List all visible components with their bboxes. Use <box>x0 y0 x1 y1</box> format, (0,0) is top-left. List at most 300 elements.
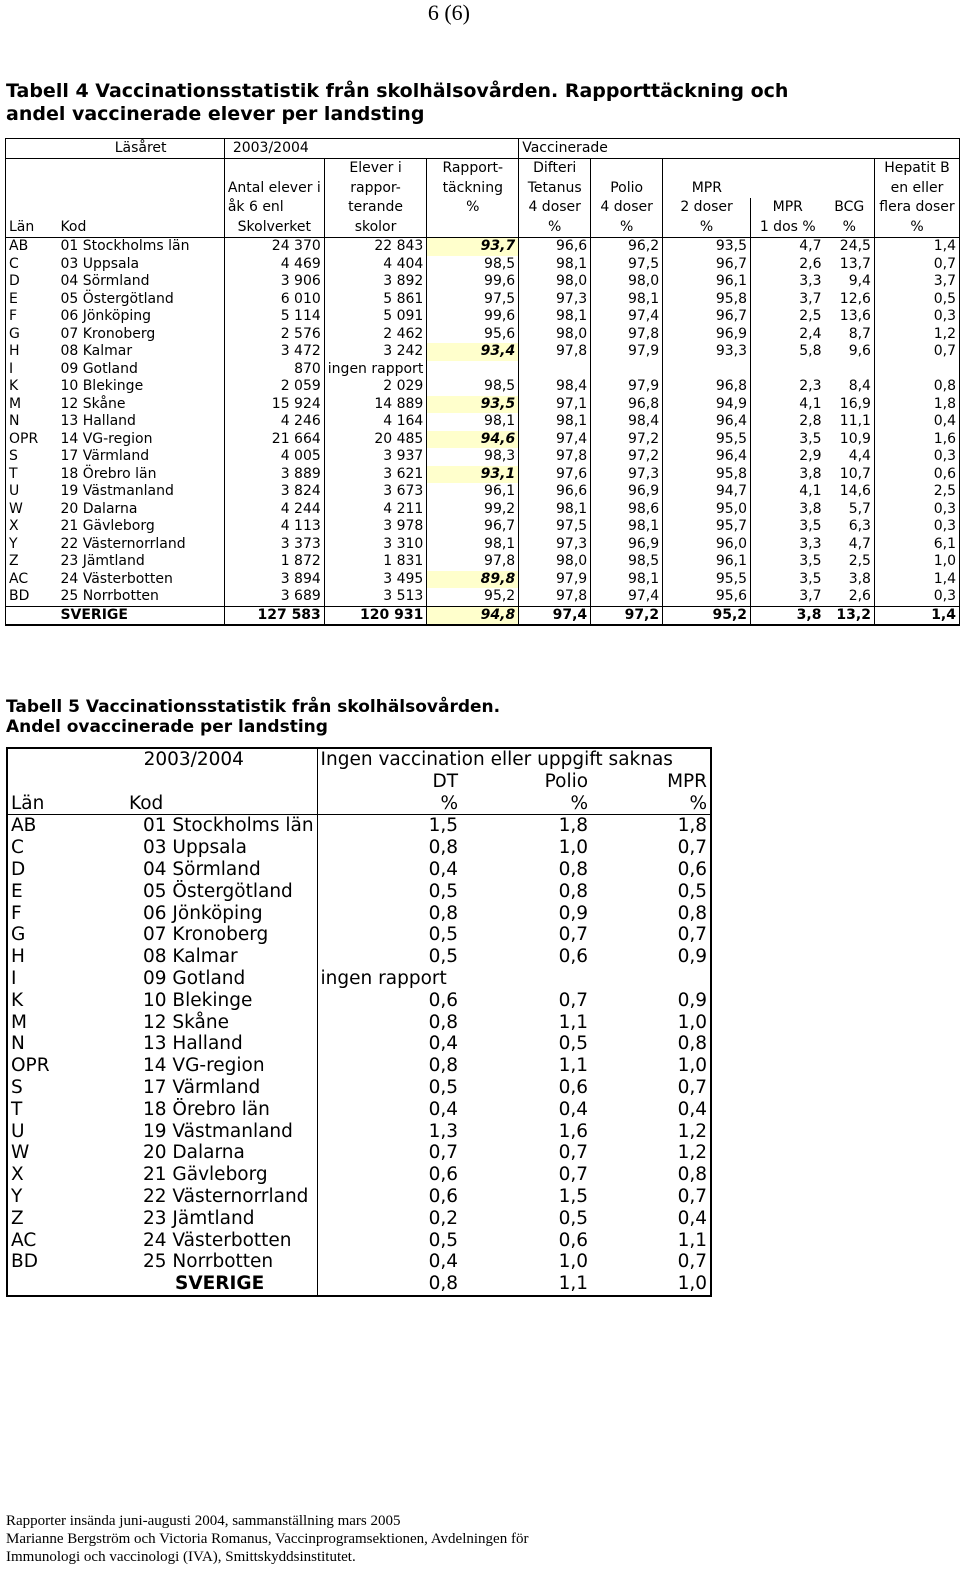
bcg-cell: 16,9 <box>839 395 871 412</box>
rapport-cell: 98,1 <box>427 413 519 431</box>
lan-cell: Y <box>6 536 58 554</box>
bcg-cell: 11,1 <box>839 413 871 429</box>
hep-cell: 1,8 <box>874 396 959 414</box>
lan-cell: D <box>6 273 58 291</box>
elever-cell: 2 029 <box>324 378 427 396</box>
kod-cell: 01 Stockholms län <box>71 815 317 837</box>
polio-cell: 97,2 <box>591 448 663 466</box>
mpr2-cell: 96,0 <box>663 536 751 554</box>
table5-header-row-1 <box>7 748 711 771</box>
table5-row <box>7 815 711 837</box>
mpr1-cell: 2,6 <box>751 256 825 274</box>
lan-cell: W <box>6 501 58 519</box>
hep-cell: 1,2 <box>874 326 959 344</box>
mpr-cell: 1,2 <box>591 1121 711 1143</box>
antal-cell: 3 889 <box>224 466 324 484</box>
polio-cell: 96,9 <box>591 483 663 501</box>
table4-row <box>6 308 960 326</box>
hep-cell: 0,3 <box>874 501 959 519</box>
antal-cell: 5 114 <box>224 308 324 326</box>
dt-cell: 98,1 <box>519 308 591 326</box>
dt-cell: 0,5 <box>428 1076 459 1098</box>
kod-cell: 12 Skåne <box>60 395 126 412</box>
polio-cell: 0,4 <box>558 1098 589 1120</box>
polio-cell: 0,5 <box>558 1033 589 1055</box>
bcg-cell: 10,9 <box>839 430 871 447</box>
kod-cell: 20 Dalarna <box>60 500 138 517</box>
kod-cell: 05 Östergötland <box>60 290 174 307</box>
polio-cell: 0,8 <box>558 880 589 902</box>
table4-row <box>6 326 960 344</box>
elever-cell: 20 485 <box>324 431 427 449</box>
polio-cell: 97,8 <box>591 326 663 344</box>
bcg-cell: 9,6 <box>848 343 871 359</box>
bcg-cell: 5,7 <box>848 500 871 517</box>
lan-cell: AB <box>7 815 71 837</box>
hep-cell: 1,4 <box>874 571 959 589</box>
table4-total-row: SVERIGE 127 583 120 931 94,8 97,4 97,2 95,2 3,8 13,2 1,4 <box>6 606 960 625</box>
table4-row <box>6 396 960 414</box>
lan-cell: T <box>7 1099 71 1121</box>
table4-row <box>6 361 960 379</box>
mpr1-cell: 3,7 <box>751 291 825 309</box>
rapport-cell: 95,6 <box>427 326 519 344</box>
dt-cell: 97,1 <box>519 396 591 414</box>
lan-cell: U <box>7 1121 71 1143</box>
elever-cell: ingen rapport <box>324 361 427 379</box>
bcg-cell: 14,6 <box>839 483 871 499</box>
mpr1-cell: 3,5 <box>751 518 825 536</box>
rapport-cell: 96,7 <box>427 518 519 536</box>
mpr2-cell: 95,7 <box>663 518 751 536</box>
lan-cell: X <box>7 1164 71 1186</box>
kod-cell: 13 Halland <box>71 1033 317 1055</box>
table5-group-label: Ingen vaccination eller uppgift saknas <box>317 748 711 771</box>
table4-header-row-4: Län Kod Skolverket skolor % % % 1 dos % % % <box>6 218 960 238</box>
table4-row <box>6 256 960 274</box>
mpr-cell: 0,8 <box>591 1164 711 1186</box>
dt-cell: 0,4 <box>428 1251 459 1273</box>
mpr2-cell: 95,5 <box>663 571 751 589</box>
kod-cell: 13 Halland <box>60 413 136 429</box>
antal-cell: 15 924 <box>224 396 324 414</box>
lan-cell: Y <box>7 1186 71 1208</box>
table5-row <box>7 903 711 925</box>
hep-cell: 3,7 <box>874 273 959 291</box>
bcg-cell: 6,3 <box>848 518 871 534</box>
kod-cell: 19 Västmanland <box>71 1121 317 1143</box>
kod-cell: 08 Kalmar <box>71 946 317 968</box>
polio-cell: 0,7 <box>558 924 589 946</box>
bcg-cell: 12,6 <box>839 290 871 307</box>
rapport-cell: 93,5 <box>427 396 519 414</box>
lan-cell: BD <box>7 1251 71 1273</box>
table4-header-row-3: åk 6 enl terande % 4 doser 4 doser 2 doser MPR BCG flera doser <box>6 198 960 218</box>
table4-row <box>6 273 960 291</box>
table4-title <box>6 80 826 126</box>
kod-cell: 25 Norrbotten <box>71 1251 317 1273</box>
elever-cell: 4 404 <box>324 256 427 274</box>
antal-cell: 6 010 <box>224 291 324 309</box>
mpr-cell: 0,7 <box>591 837 711 859</box>
lan-cell: T <box>6 466 58 484</box>
polio-cell: 1,0 <box>558 1251 589 1273</box>
lan-cell: OPR <box>7 1055 71 1077</box>
mpr1-cell: 2,5 <box>751 308 825 326</box>
table5-title <box>6 698 826 737</box>
lan-cell: M <box>6 396 58 414</box>
kod-cell: 20 Dalarna <box>71 1142 317 1164</box>
polio-cell: 96,9 <box>591 536 663 554</box>
mpr2-cell: 96,1 <box>663 273 751 291</box>
polio-cell: 0,9 <box>558 902 589 924</box>
lan-cell: E <box>6 291 58 309</box>
antal-cell: 3 689 <box>224 588 324 606</box>
rapport-cell: 97,8 <box>427 553 519 571</box>
dt-cell: 98,4 <box>519 378 591 396</box>
kod-cell: 10 Blekinge <box>60 378 144 394</box>
lan-cell: AC <box>6 571 58 589</box>
year-label: Läsåret <box>57 139 224 159</box>
table4-row <box>6 448 960 466</box>
lan-cell: H <box>7 946 71 968</box>
dt-cell: 98,1 <box>519 501 591 519</box>
hep-cell: 0,3 <box>874 308 959 326</box>
dt-cell: 1,5 <box>428 815 459 837</box>
polio-cell: 97,5 <box>591 256 663 274</box>
rapport-cell: 93,4 <box>427 343 519 361</box>
antal-cell: 21 664 <box>224 431 324 449</box>
dt-cell: 1,3 <box>428 1120 459 1142</box>
mpr2-cell <box>663 361 751 379</box>
mpr1-cell: 2,4 <box>751 326 825 344</box>
bcg-cell: 24,5 <box>839 238 871 254</box>
mpr1-cell: 2,3 <box>751 378 825 396</box>
mpr1-cell: 4,7 <box>751 238 825 256</box>
rapport-cell: 98,1 <box>427 536 519 554</box>
polio-cell: 97,4 <box>591 588 663 606</box>
table5-row <box>7 1121 711 1143</box>
table4-row <box>6 483 960 501</box>
mpr2-cell: 93,5 <box>663 238 751 256</box>
mpr-cell: 0,7 <box>591 1077 711 1099</box>
dt-cell: 0,2 <box>428 1207 459 1229</box>
hep-cell: 0,4 <box>874 413 959 431</box>
mpr2-cell: 96,4 <box>663 413 751 431</box>
antal-cell: 3 894 <box>224 571 324 589</box>
hep-cell: 0,6 <box>874 466 959 484</box>
lan-cell: I <box>7 968 71 990</box>
kod-cell: 24 Västerbotten <box>60 570 173 587</box>
mpr1-cell: 3,5 <box>751 571 825 589</box>
hep-cell: 1,0 <box>874 553 959 571</box>
bcg-cell <box>824 361 874 379</box>
mpr-cell: 0,5 <box>591 881 711 903</box>
footer <box>6 1512 906 1566</box>
polio-cell <box>591 361 663 379</box>
mpr2-cell: 95,8 <box>663 291 751 309</box>
rapport-cell <box>427 361 519 379</box>
table4-row <box>6 343 960 361</box>
lan-cell: W <box>7 1142 71 1164</box>
table4-row <box>6 431 960 449</box>
hep-cell: 0,7 <box>874 343 959 361</box>
mpr-cell: 1,0 <box>591 1055 711 1077</box>
table4-title-line2: andel vaccinerade elever per landsting <box>6 103 425 125</box>
table5-header-row-3: Län Kod % % % <box>7 793 711 815</box>
polio-cell: 1,6 <box>558 1120 589 1142</box>
mpr2-cell: 95,6 <box>663 588 751 606</box>
table4-row <box>6 291 960 309</box>
table4-header-row-2: Antal elever i rappor- täckning Tetanus Polio MPR en eller <box>6 179 960 199</box>
mpr-cell: 0,9 <box>591 946 711 968</box>
table4-row <box>6 413 960 431</box>
mpr1-cell: 3,5 <box>751 431 825 449</box>
dt-cell: 0,7 <box>428 1142 459 1164</box>
rapport-cell: 98,5 <box>427 378 519 396</box>
table4-row <box>6 466 960 484</box>
table4-row <box>6 238 960 256</box>
mpr1-cell: 3,3 <box>751 536 825 554</box>
bcg-cell: 13,6 <box>839 308 871 324</box>
elever-cell: 4 211 <box>324 501 427 519</box>
antal-cell: 4 005 <box>224 448 324 466</box>
lan-cell: Z <box>6 553 58 571</box>
elever-cell: 22 843 <box>324 238 427 256</box>
elever-cell: 5 091 <box>324 308 427 326</box>
dt-cell <box>519 361 591 379</box>
polio-cell: 98,1 <box>591 291 663 309</box>
lan-cell: S <box>7 1077 71 1099</box>
polio-cell: 1,8 <box>558 815 589 837</box>
elever-cell: 3 513 <box>324 588 427 606</box>
vaccinerade-label: Vaccinerade <box>519 139 960 159</box>
kod-cell: 04 Sörmland <box>60 273 150 289</box>
dt-cell: 0,4 <box>428 858 459 880</box>
rapport-cell: 98,5 <box>427 256 519 274</box>
kod-cell: 01 Stockholms län <box>60 238 190 254</box>
mpr2-cell: 95,8 <box>663 466 751 484</box>
lan-cell: M <box>7 1012 71 1034</box>
table5-row <box>7 1208 711 1230</box>
kod-cell: 17 Värmland <box>71 1077 317 1099</box>
rapport-cell: 89,8 <box>427 571 519 589</box>
kod-cell: 23 Jämtland <box>60 553 145 569</box>
mpr-cell: 1,1 <box>591 1230 711 1252</box>
hep-cell: 0,7 <box>874 256 959 274</box>
rapport-cell: 95,2 <box>427 588 519 606</box>
mpr-cell: 0,6 <box>591 859 711 881</box>
polio-cell: 0,6 <box>558 1229 589 1251</box>
table5-row <box>7 946 711 968</box>
dt-cell: 98,0 <box>519 553 591 571</box>
mpr2-cell: 96,7 <box>663 256 751 274</box>
polio-cell: 0,7 <box>558 1164 589 1186</box>
mpr-cell: 1,2 <box>591 1142 711 1164</box>
polio-cell: 0,6 <box>558 1076 589 1098</box>
mpr1-cell: 2,8 <box>751 413 825 431</box>
dt-cell: 97,9 <box>519 571 591 589</box>
mpr-cell: 0,9 <box>591 990 711 1012</box>
mpr1-cell: 5,8 <box>751 343 825 361</box>
page-number: 6 (6) <box>427 0 470 25</box>
lan-cell: AB <box>6 238 58 256</box>
mpr2-cell: 95,5 <box>663 431 751 449</box>
table5-row <box>7 990 711 1012</box>
hep-cell: 0,3 <box>874 588 959 606</box>
table5-row <box>7 1012 711 1034</box>
elever-cell: 3 892 <box>324 273 427 291</box>
rapport-cell: 99,6 <box>427 273 519 291</box>
table4-row <box>6 518 960 536</box>
lan-cell: N <box>6 413 58 431</box>
lan-cell: K <box>6 378 58 396</box>
elever-cell: 4 164 <box>324 413 427 431</box>
table4-row <box>6 536 960 554</box>
lan-cell: D <box>7 859 71 881</box>
mpr-cell: 0,4 <box>591 1099 711 1121</box>
polio-cell: 97,9 <box>591 343 663 361</box>
dt-cell: 98,1 <box>519 413 591 431</box>
mpr2-cell: 96,1 <box>663 553 751 571</box>
elever-cell: 3 673 <box>324 483 427 501</box>
hep-cell: 1,6 <box>874 431 959 449</box>
kod-cell: 25 Norrbotten <box>60 588 159 604</box>
mpr1-cell: 3,3 <box>751 273 825 291</box>
polio-cell: 0,6 <box>558 946 589 968</box>
dt-cell: 0,8 <box>428 902 459 924</box>
rapport-cell: 99,2 <box>427 501 519 519</box>
rapport-cell: 94,6 <box>427 431 519 449</box>
elever-cell: 3 310 <box>324 536 427 554</box>
kod-cell: 22 Västernorrland <box>60 535 186 552</box>
dt-cell: 96,6 <box>519 238 591 256</box>
lan-cell: F <box>6 308 58 326</box>
dt-cell: 97,3 <box>519 536 591 554</box>
mpr1-cell <box>751 361 825 379</box>
elever-cell: 3 937 <box>324 448 427 466</box>
dt-cell: 97,8 <box>519 343 591 361</box>
kod-cell: 03 Uppsala <box>60 255 140 272</box>
elever-cell: 2 462 <box>324 326 427 344</box>
lan-cell: I <box>6 361 58 379</box>
bcg-cell: 2,6 <box>848 588 871 604</box>
elever-cell: 14 889 <box>324 396 427 414</box>
table5-row <box>7 837 711 859</box>
table4-row <box>6 501 960 519</box>
rapport-cell: 93,1 <box>427 466 519 484</box>
kod-cell: 12 Skåne <box>71 1012 317 1034</box>
polio-cell: 0,5 <box>558 1207 589 1229</box>
kod-cell: 06 Jönköping <box>60 308 151 324</box>
lan-cell: G <box>7 924 71 946</box>
mpr-cell: 0,8 <box>591 1033 711 1055</box>
dt-cell: 97,8 <box>519 448 591 466</box>
table5-row <box>7 1251 711 1273</box>
lan-cell: F <box>7 903 71 925</box>
mpr-cell: 1,0 <box>591 1012 711 1034</box>
mpr-cell: 0,7 <box>591 1251 711 1273</box>
dt-cell: 0,4 <box>428 1098 459 1120</box>
mpr-cell: 0,8 <box>591 903 711 925</box>
polio-cell: 1,1 <box>558 1055 589 1077</box>
antal-cell: 4 244 <box>224 501 324 519</box>
elever-cell: 3 621 <box>324 466 427 484</box>
antal-cell: 4 469 <box>224 256 324 274</box>
bcg-cell: 8,4 <box>848 378 871 394</box>
polio-cell: 0,7 <box>558 989 589 1011</box>
kod-cell: 09 Gotland <box>71 968 317 990</box>
lan-cell: K <box>7 990 71 1012</box>
lan-cell: Z <box>7 1208 71 1230</box>
kod-cell: 10 Blekinge <box>71 990 317 1012</box>
mpr-cell: 0,4 <box>591 1208 711 1230</box>
mpr1-cell: 3,8 <box>751 466 825 484</box>
table5 <box>6 747 712 1297</box>
hep-cell: 0,3 <box>874 448 959 466</box>
polio-cell: 98,0 <box>591 273 663 291</box>
polio-cell: 97,9 <box>591 378 663 396</box>
polio-cell: 97,3 <box>591 466 663 484</box>
ingen-rapport-cell: ingen rapport <box>317 968 711 990</box>
antal-cell: 4 246 <box>224 413 324 431</box>
dt-cell: 98,0 <box>519 326 591 344</box>
dt-cell: 97,4 <box>519 431 591 449</box>
bcg-cell: 9,4 <box>848 273 871 289</box>
table5-header-row-2: DT Polio MPR <box>7 771 711 793</box>
kod-cell: 07 Kronoberg <box>60 325 156 342</box>
antal-cell: 2 059 <box>224 378 324 396</box>
table4-row <box>6 553 960 571</box>
antal-cell: 3 472 <box>224 343 324 361</box>
table4-row <box>6 571 960 589</box>
kod-cell: 22 Västernorrland <box>71 1186 317 1208</box>
lan-cell: OPR <box>6 431 58 449</box>
dt-cell: 0,8 <box>428 837 459 859</box>
lan-cell: N <box>7 1033 71 1055</box>
mpr1-cell: 2,9 <box>751 448 825 466</box>
mpr2-cell: 96,8 <box>663 378 751 396</box>
table5-row <box>7 1077 711 1099</box>
table4-title-line1: Tabell 4 Vaccinationsstatistik från skolhälsovården. Rapporttäckning och <box>6 80 789 102</box>
dt-cell: 98,1 <box>519 256 591 274</box>
table4-year-row <box>6 139 960 159</box>
total-label: SVERIGE <box>57 606 224 625</box>
lan-cell: C <box>7 837 71 859</box>
dt-cell: 0,6 <box>428 989 459 1011</box>
dt-cell: 0,5 <box>428 880 459 902</box>
table5-row <box>7 1186 711 1208</box>
year-value: 2003/2004 <box>224 139 426 159</box>
mpr1-cell: 4,1 <box>751 483 825 501</box>
bcg-cell: 3,8 <box>848 570 871 587</box>
dt-cell: 0,8 <box>428 1011 459 1033</box>
hep-cell: 1,4 <box>874 238 959 256</box>
antal-cell: 1 872 <box>224 553 324 571</box>
antal-cell: 24 370 <box>224 238 324 256</box>
col-kod: Kod <box>57 218 224 238</box>
polio-cell: 97,4 <box>591 308 663 326</box>
table5-row <box>7 1164 711 1186</box>
table5-title-line1: Tabell 5 Vaccinationsstatistik från skolhälsovården. <box>6 697 501 717</box>
antal-cell: 3 824 <box>224 483 324 501</box>
table5-year: 2003/2004 <box>71 748 317 771</box>
table5-row <box>7 859 711 881</box>
lan-cell: E <box>7 881 71 903</box>
dt-cell: 0,5 <box>428 924 459 946</box>
mpr2-cell: 96,7 <box>663 308 751 326</box>
table5-row <box>7 1033 711 1055</box>
